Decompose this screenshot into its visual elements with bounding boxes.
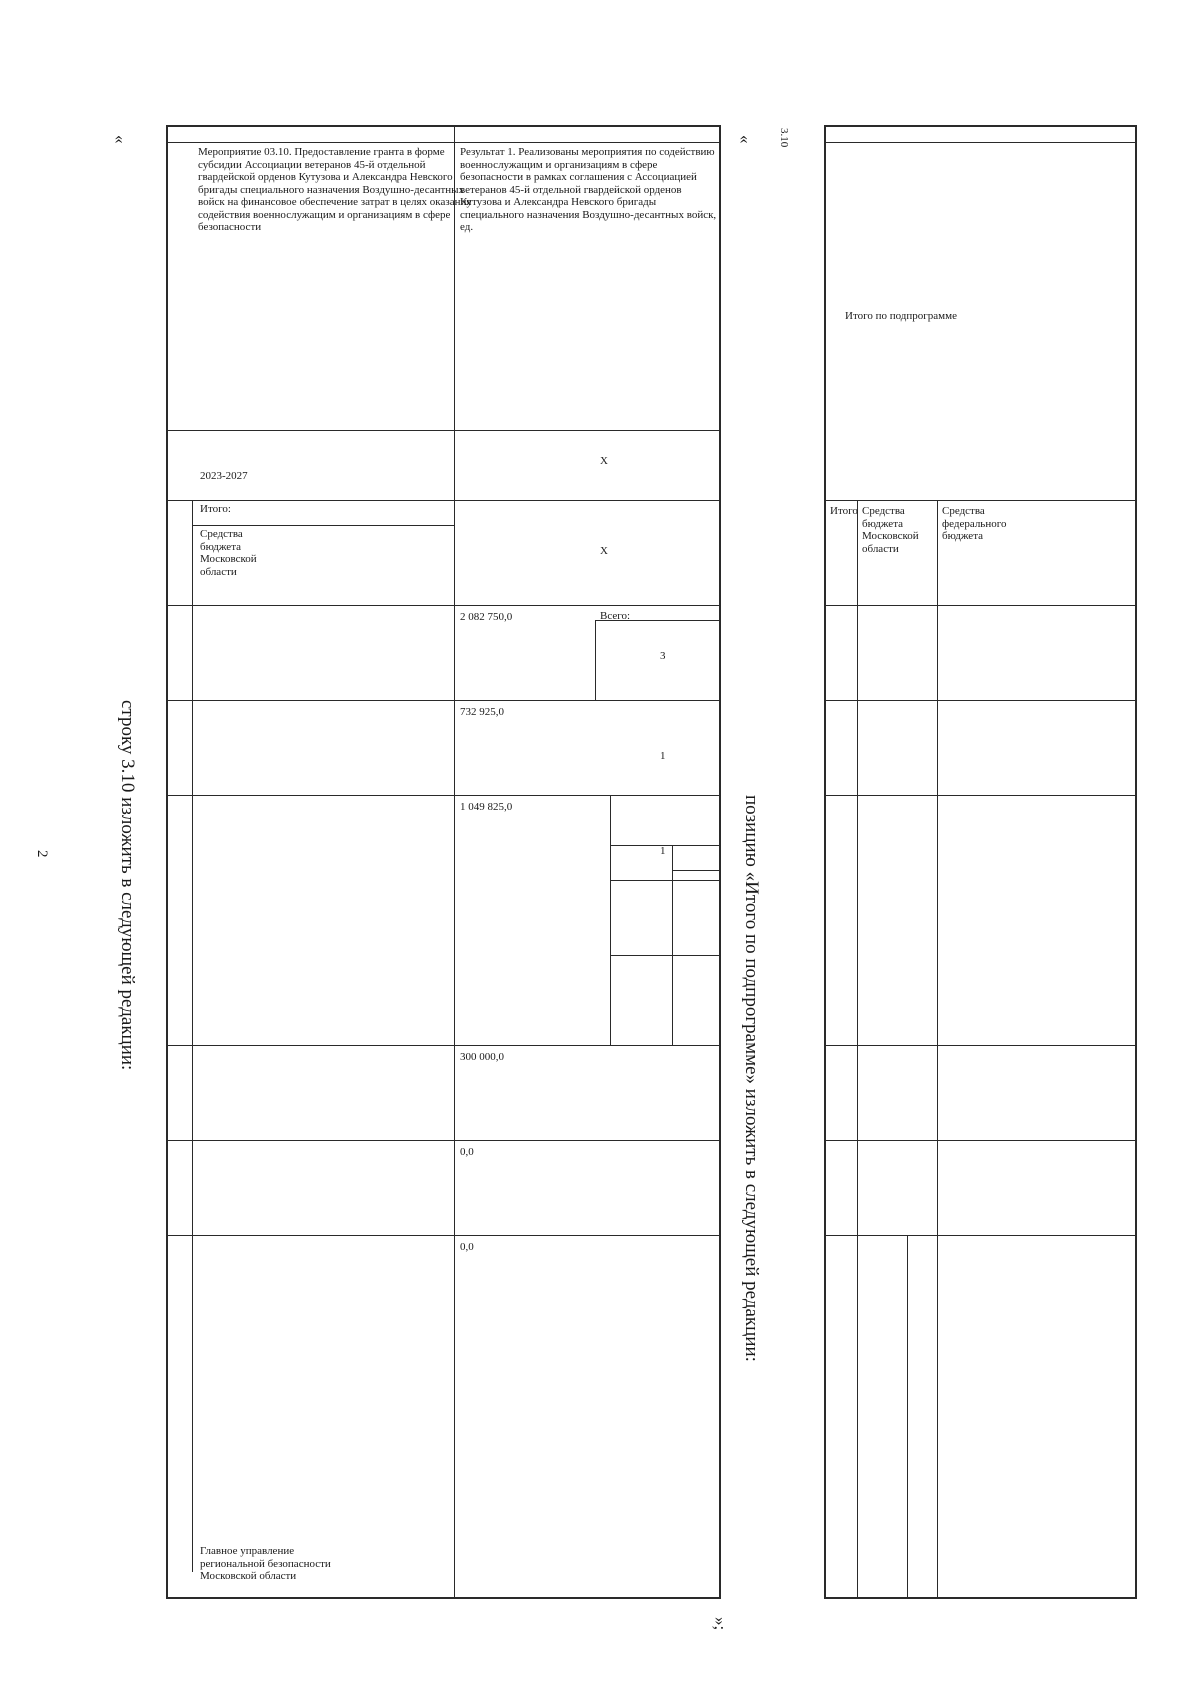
total-2027: 0,0 [460, 1146, 474, 1158]
total-after: 0,0 [460, 1241, 474, 1253]
result-2023: 1 [660, 750, 666, 762]
total-label: Итого по подпрограмме [845, 310, 957, 322]
total-2026: 300 000,0 [460, 1051, 504, 1063]
page-number: 2 [34, 850, 50, 858]
event-period: 2023-2027 [200, 470, 248, 482]
vsego-value: 3 [660, 650, 666, 662]
source-label: Средства бюджета Московской области [200, 528, 257, 578]
total-2025: 1 049 825,0 [460, 801, 513, 813]
result-2024: 1 [660, 845, 666, 857]
heading-total: позицию «Итого по подпрограмме» изложить в следующей редакции: [741, 795, 762, 1362]
open-quote-1: « [111, 135, 130, 144]
row-total-source: Итого [830, 505, 858, 517]
open-quote-2: « [736, 135, 755, 144]
total-2023: 2 082 750,0 [460, 611, 513, 623]
event-text: Мероприятие 03.10. Предоставление гранта в форме субсидии Ассоциации ветеранов 45-й отдельной гвардейской орденов Кутузова и Александра Невского бригады специального назначения Воздушно-десантных войск на финансовое обеспечение затрат в целях оказания содействия военнослужащим и организациям в сфере безопасности [198, 146, 472, 233]
close-quote: »; [711, 1617, 730, 1631]
total-label: Итого: [200, 503, 231, 515]
result-text: Результат 1. Реализованы мероприятия по содействию военнослужащим и организациям в сфере безопасности в рамках соглашения с Ассоциацией ветеранов 45-й отдельной гвардейской орденов Кутузова и Александра Невского бригады специального назначения Воздушно-десантных войск, ед. [460, 146, 717, 233]
total-2024: 732 925,0 [460, 706, 504, 718]
heading-row-3-10: строку 3.10 изложить в следующей редакции: [117, 700, 138, 1071]
executor: Главное управление региональной безопасности Московской области [200, 1545, 331, 1582]
x-source: Х [600, 545, 608, 557]
x-period: Х [600, 455, 608, 467]
row-number: 3.10 [778, 128, 790, 148]
row-fed-source: Средства федерального бюджета [942, 505, 1007, 542]
vsego-label: Всего: [600, 610, 631, 622]
row-mo-source: Средства бюджета Московской области [862, 505, 919, 555]
